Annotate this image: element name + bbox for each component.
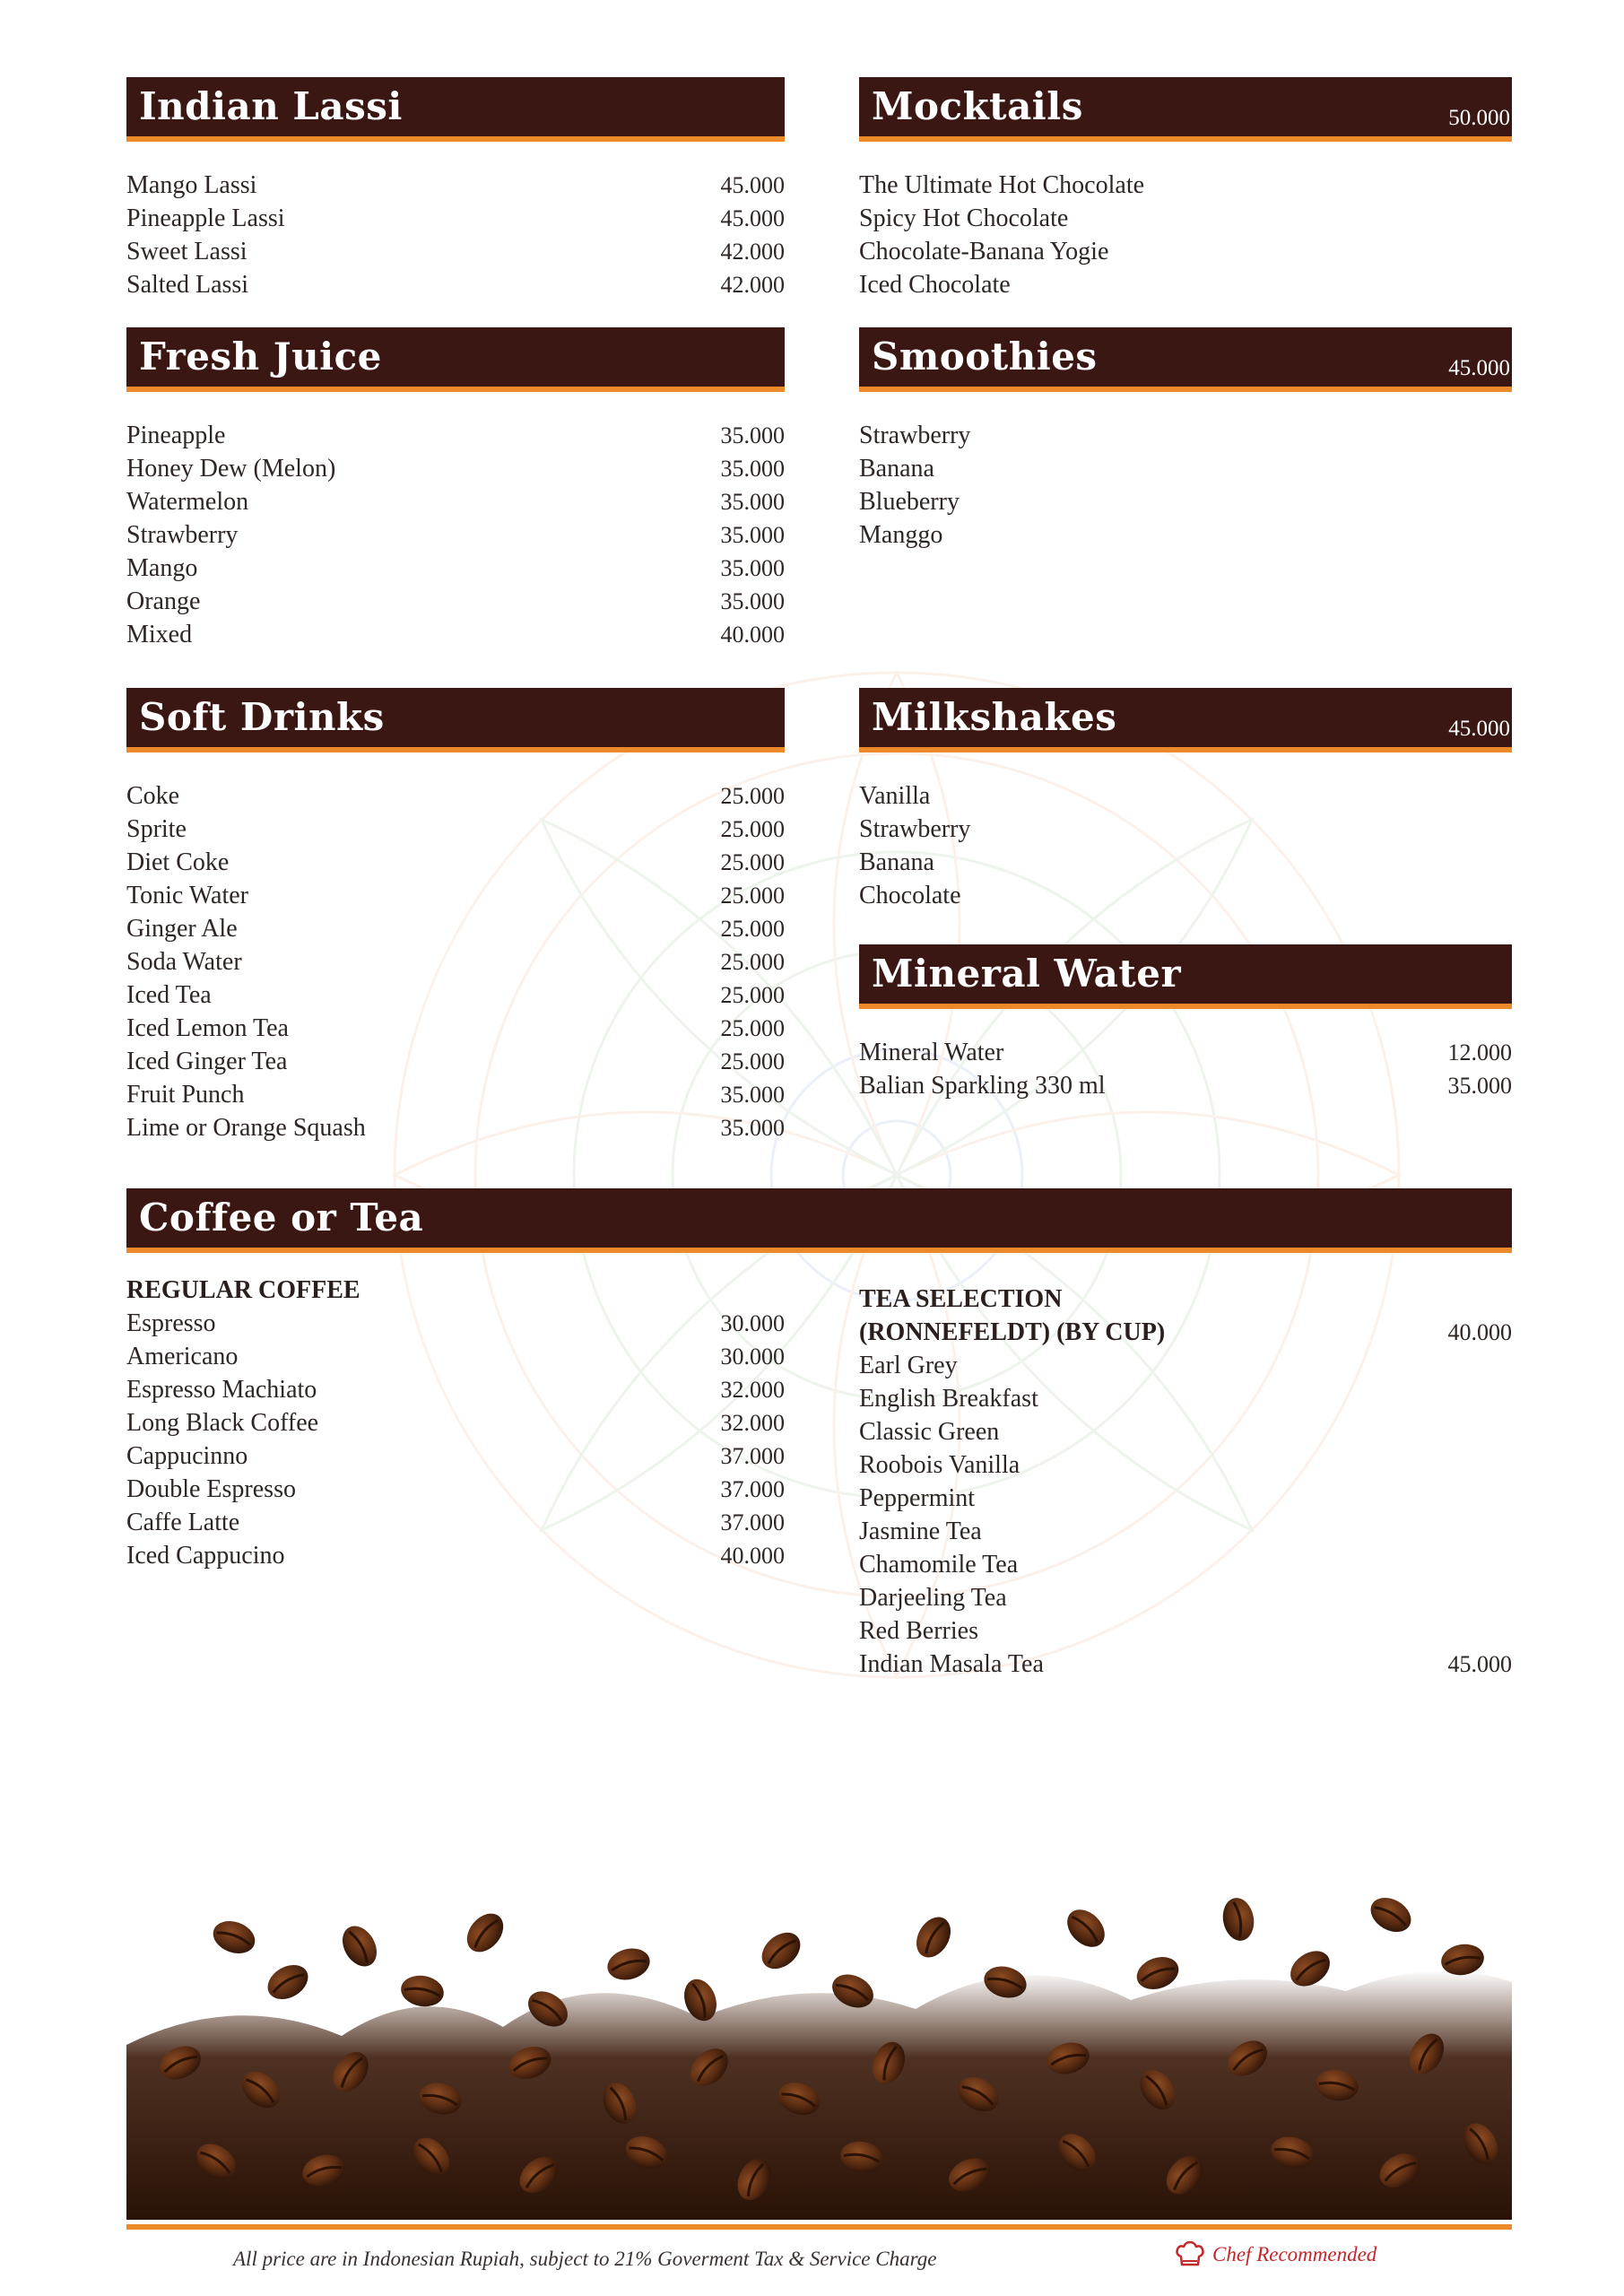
item-name: Chocolate (859, 882, 961, 909)
item-price: 45.000 (720, 172, 785, 198)
item-name: The Ultimate Hot Chocolate (859, 171, 1145, 199)
item-name: Orange (126, 587, 201, 615)
menu-item (126, 452, 785, 485)
menu-item (126, 419, 785, 452)
item-name: Cappucinno (126, 1442, 248, 1470)
item-name: Coke (126, 782, 180, 810)
item-list (859, 1036, 1512, 1102)
menu-item (126, 585, 785, 618)
item-price: 25.000 (720, 1015, 785, 1041)
item-name: Chocolate-Banana Yogie (859, 238, 1109, 265)
item-price: 42.000 (720, 239, 785, 265)
chef-recommended-label: Chef Recommended (1212, 2243, 1377, 2266)
item-name: Iced Cappucino (126, 1542, 285, 1570)
menu-item (126, 169, 785, 202)
item-price: 25.000 (720, 816, 785, 842)
item-price: 35.000 (720, 588, 785, 614)
menu-item (859, 1349, 1512, 1382)
item-list (126, 779, 785, 1144)
section-title: Smoothies (872, 335, 1098, 378)
item-price: 35.000 (720, 555, 785, 581)
menu-item (859, 169, 1512, 202)
item-name: Manggo (859, 521, 943, 549)
section-price: 45.000 (1448, 717, 1510, 741)
item-price: 37.000 (720, 1443, 785, 1469)
item-price: 30.000 (720, 1310, 785, 1336)
menu-item (126, 912, 785, 945)
item-price: 35.000 (720, 1082, 785, 1108)
item-name: Double Espresso (126, 1475, 296, 1503)
coffee-beans-image (126, 1883, 1512, 2220)
section-indian-lassi (126, 77, 785, 301)
item-name: Peppermint (859, 1484, 976, 1512)
menu-item (859, 202, 1512, 235)
item-name: Earl Grey (859, 1352, 958, 1379)
item-name: Strawberry (859, 815, 971, 843)
menu-item (859, 1036, 1512, 1069)
item-name: Jasmine Tea (859, 1518, 982, 1545)
chef-recommended-legend (1175, 2240, 1376, 2269)
menu-item (126, 1439, 785, 1473)
menu-item (859, 518, 1512, 552)
menu-item (126, 268, 785, 301)
section-title: Fresh Juice (139, 335, 382, 378)
section-title: Soft Drinks (139, 695, 385, 739)
regular-coffee-heading: REGULAR COFFEE (126, 1276, 360, 1304)
item-name: Ginger Ale (126, 915, 238, 943)
item-name: Strawberry (859, 422, 971, 449)
item-name: Tonic Water (126, 882, 248, 909)
menu-item (126, 779, 785, 813)
section-header (859, 688, 1512, 752)
section-title: Coffee or Tea (139, 1196, 424, 1239)
item-list (126, 419, 785, 651)
item-name: Chamomile Tea (859, 1551, 1019, 1578)
item-price: 12.000 (1447, 1039, 1512, 1065)
item-list (859, 779, 1512, 912)
footer-rule (126, 2224, 1512, 2230)
section-mineral-water (859, 944, 1512, 1102)
section-price: 45.000 (1448, 356, 1510, 380)
menu-item (859, 779, 1512, 813)
item-price: 40.000 (720, 1543, 785, 1569)
price-note: All price are in Indonesian Rupiah, subject to 21% Goverment Tax & Service Charge (233, 2248, 937, 2270)
item-price: 35.000 (720, 456, 785, 482)
item-name: Banana (859, 455, 934, 483)
menu-item (126, 945, 785, 978)
item-name: Iced Ginger Tea (126, 1048, 288, 1075)
item-name: Mango (126, 554, 198, 582)
item-list (126, 169, 785, 301)
tea-selection-heading: TEA SELECTION (859, 1285, 1063, 1313)
section-title: Mocktails (872, 84, 1083, 128)
item-name: Mango Lassi (126, 171, 257, 199)
item-name: Mixed (126, 621, 193, 648)
item-name: Spicy Hot Chocolate (859, 204, 1069, 232)
item-name: Watermelon (126, 488, 249, 516)
menu-item (859, 1415, 1512, 1448)
menu-item (859, 1515, 1512, 1548)
menu-item (859, 879, 1512, 912)
tea-selection-list (859, 1283, 1512, 1681)
menu-item (126, 552, 785, 585)
item-name: Salted Lassi (126, 271, 249, 299)
item-price: 32.000 (720, 1377, 785, 1403)
section-milkshakes (859, 688, 1512, 912)
item-name: Blueberry (859, 488, 960, 516)
menu-item (126, 978, 785, 1012)
item-price: 45.000 (720, 205, 785, 231)
tea-selection-subheading-row (859, 1316, 1512, 1349)
menu-item (126, 879, 785, 912)
section-title: Milkshakes (872, 695, 1117, 739)
menu-item (859, 1648, 1512, 1681)
item-name: Iced Tea (126, 981, 212, 1009)
section-header (126, 688, 785, 752)
menu-item (126, 1473, 785, 1506)
menu-item (126, 1373, 785, 1406)
menu-item (859, 1581, 1512, 1614)
item-list (859, 419, 1512, 552)
section-title: Mineral Water (872, 952, 1182, 996)
item-name: Espresso Machiato (126, 1376, 317, 1404)
menu-item (859, 452, 1512, 485)
section-header (859, 944, 1512, 1009)
item-name: Iced Chocolate (859, 271, 1011, 299)
item-name: Diet Coke (126, 848, 230, 876)
item-price: 35.000 (720, 522, 785, 548)
item-price: 25.000 (720, 982, 785, 1008)
item-name: Sweet Lassi (126, 238, 248, 265)
section-header (859, 77, 1512, 142)
item-price: 45.000 (1447, 1651, 1512, 1677)
item-name: Soda Water (126, 948, 242, 976)
menu-item (126, 1012, 785, 1045)
item-price: 32.000 (720, 1410, 785, 1436)
section-title: Indian Lassi (139, 84, 403, 128)
menu-item (126, 1506, 785, 1539)
menu-item (126, 618, 785, 651)
tea-selection-subheading: (RONNEFELDT) (BY CUP) (859, 1318, 1166, 1346)
section-fresh-juice (126, 327, 785, 651)
item-name: Strawberry (126, 521, 239, 549)
item-price: 35.000 (1447, 1073, 1512, 1099)
item-price: 40.000 (720, 622, 785, 648)
item-name: English Breakfast (859, 1385, 1038, 1413)
item-name: Classic Green (859, 1418, 1000, 1446)
menu-item (859, 235, 1512, 268)
item-name: Pineapple (126, 422, 226, 449)
menu-item (126, 813, 785, 846)
item-price: 25.000 (720, 849, 785, 875)
item-price: 35.000 (720, 1115, 785, 1141)
item-name: Long Black Coffee (126, 1409, 319, 1437)
item-name: Roobois Vanilla (859, 1451, 1020, 1479)
menu-item (126, 1406, 785, 1439)
item-price: 25.000 (720, 783, 785, 809)
section-smoothies (859, 327, 1512, 552)
item-name: Darjeeling Tea (859, 1584, 1007, 1612)
item-price: 37.000 (720, 1509, 785, 1535)
menu-item (126, 846, 785, 879)
regular-coffee-list (126, 1274, 785, 1572)
item-name: Honey Dew (Melon) (126, 455, 336, 483)
section-soft-drinks (126, 688, 785, 1144)
item-name: Balian Sparkling 330 ml (859, 1072, 1106, 1100)
item-name: Iced Lemon Tea (126, 1014, 289, 1042)
menu-item (126, 1340, 785, 1373)
menu-item (859, 1382, 1512, 1415)
tea-price: 40.000 (1447, 1319, 1512, 1345)
menu-item (859, 1448, 1512, 1482)
chef-hat-icon (1175, 2240, 1205, 2269)
section-price: 50.000 (1448, 106, 1510, 130)
section-coffee-tea (126, 1188, 1512, 1253)
menu-item (859, 1069, 1512, 1102)
item-price: 25.000 (720, 883, 785, 909)
item-name: Banana (859, 848, 934, 876)
item-name: Espresso (126, 1309, 216, 1337)
menu-item (126, 1111, 785, 1144)
menu-item (126, 1045, 785, 1078)
item-price: 42.000 (720, 272, 785, 298)
item-name: Caffe Latte (126, 1509, 240, 1536)
menu-item (126, 1307, 785, 1340)
item-list (859, 169, 1512, 301)
item-price: 30.000 (720, 1344, 785, 1370)
section-header (859, 327, 1512, 392)
item-name: Americano (126, 1343, 239, 1370)
item-name: Lime or Orange Squash (126, 1114, 366, 1142)
section-header (126, 1188, 1512, 1253)
section-header (126, 327, 785, 392)
section-mocktails (859, 77, 1512, 301)
menu-item (126, 518, 785, 552)
item-price: 37.000 (720, 1476, 785, 1502)
menu-item (859, 1548, 1512, 1581)
item-name: Red Berries (859, 1617, 978, 1645)
item-name: Pineapple Lassi (126, 204, 285, 232)
item-name: Mineral Water (859, 1039, 1004, 1066)
menu-item (859, 419, 1512, 452)
item-name: Indian Masala Tea (859, 1650, 1044, 1678)
item-price: 25.000 (720, 949, 785, 975)
menu-item (126, 485, 785, 518)
menu-item (126, 1078, 785, 1111)
menu-item (126, 1539, 785, 1572)
item-name: Sprite (126, 815, 187, 843)
menu-item (859, 1482, 1512, 1515)
menu-item (859, 813, 1512, 846)
item-price: 35.000 (720, 422, 785, 448)
menu-item (126, 235, 785, 268)
menu-item (126, 202, 785, 235)
menu-item (859, 846, 1512, 879)
menu-item (859, 485, 1512, 518)
item-name: Vanilla (859, 782, 931, 810)
item-price: 25.000 (720, 916, 785, 942)
section-header (126, 77, 785, 142)
menu-item (859, 1614, 1512, 1648)
item-price: 25.000 (720, 1048, 785, 1074)
item-price: 35.000 (720, 489, 785, 515)
item-name: Fruit Punch (126, 1081, 245, 1109)
menu-item (859, 268, 1512, 301)
